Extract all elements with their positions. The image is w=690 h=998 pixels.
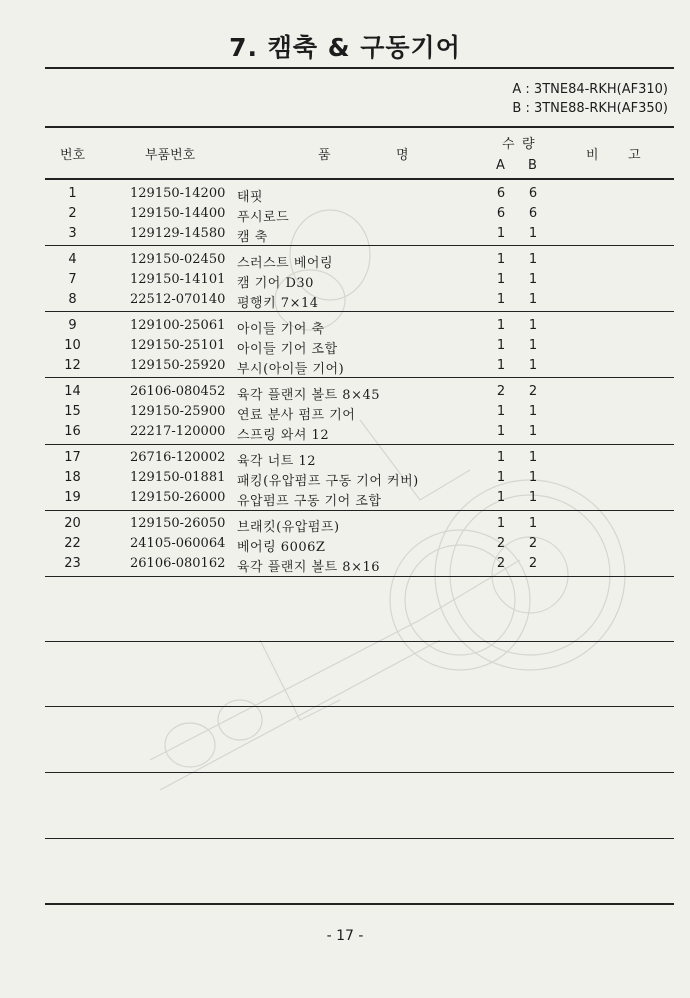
cell-name: 부시(아이들 기어) [237, 362, 345, 377]
cell-name: 육각 너트 12 [237, 454, 317, 469]
cell-qty-b: 1 [528, 252, 538, 267]
group-divider [45, 377, 674, 378]
cell-name: 스러스트 베어링 [237, 256, 334, 271]
header-remark-2: 고 [628, 148, 641, 163]
page-number: - 17 - [326, 928, 364, 944]
cell-qty-b: 2 [528, 556, 538, 571]
cell-name: 태핏 [237, 190, 264, 205]
cell-part-no: 26106-080452 [130, 384, 226, 399]
empty-row-divider [45, 838, 674, 839]
cell-no: 19 [64, 490, 81, 505]
cell-no: 15 [64, 404, 81, 419]
cell-qty-b: 1 [528, 516, 538, 531]
cell-part-no: 129150-02450 [130, 252, 226, 267]
cell-qty-b: 1 [528, 404, 538, 419]
cell-qty-a: 1 [496, 226, 506, 241]
cell-part-no: 129150-25920 [130, 358, 226, 373]
header-no: 번호 [59, 148, 86, 163]
table-row [0, 272, 690, 292]
cell-no: 18 [64, 470, 81, 485]
cell-qty-a: 1 [496, 358, 506, 373]
cell-qty-b: 1 [528, 450, 538, 465]
cell-no: 16 [64, 424, 81, 439]
cell-qty-a: 1 [496, 338, 506, 353]
empty-row-divider [45, 641, 674, 642]
cell-qty-a: 6 [496, 186, 506, 201]
cell-qty-a: 1 [496, 272, 506, 287]
cell-part-no: 129100-25061 [130, 318, 226, 333]
cell-qty-a: 1 [496, 424, 506, 439]
cell-qty-b: 1 [528, 226, 538, 241]
header-col-b: B [528, 158, 537, 173]
cell-name: 아이들 기어 축 [237, 322, 325, 337]
cell-no: 12 [64, 358, 81, 373]
cell-qty-a: 6 [496, 206, 506, 221]
cell-name: 푸시로드 [237, 210, 290, 225]
table-row [0, 318, 690, 338]
cell-name: 브래킷(유압펌프) [237, 520, 340, 535]
group-divider [45, 444, 674, 445]
cell-no: 2 [68, 206, 77, 221]
cell-no: 10 [64, 338, 81, 353]
cell-qty-a: 1 [496, 516, 506, 531]
header-bottom-rule [45, 178, 674, 180]
table-bottom-rule [45, 903, 674, 905]
table-row [0, 206, 690, 226]
cell-name: 아이들 기어 조합 [237, 342, 338, 357]
cell-no: 9 [68, 318, 77, 333]
cell-qty-b: 1 [528, 292, 538, 307]
cell-qty-a: 1 [496, 404, 506, 419]
cell-qty-a: 2 [496, 556, 506, 571]
header-part-no: 부품번호 [145, 148, 196, 163]
cell-name: 육각 플랜지 볼트 8×16 [237, 560, 381, 575]
cell-qty-b: 1 [528, 338, 538, 353]
table-row [0, 490, 690, 510]
model-a: A : 3TNE84-RKH(AF310) [512, 82, 668, 97]
cell-no: 17 [64, 450, 81, 465]
cell-part-no: 26106-080162 [130, 556, 226, 571]
table-row [0, 252, 690, 272]
cell-no: 14 [64, 384, 81, 399]
table-top-rule [45, 126, 674, 128]
group-divider [45, 576, 674, 577]
cell-name: 평행키 7×14 [237, 296, 319, 311]
cell-qty-a: 2 [496, 384, 506, 399]
cell-part-no: 129129-14580 [130, 226, 226, 241]
cell-name: 캠 기어 D30 [237, 276, 314, 291]
cell-no: 1 [68, 186, 77, 201]
table-row [0, 556, 690, 576]
cell-qty-b: 6 [528, 206, 538, 221]
cell-no: 23 [64, 556, 81, 571]
cell-qty-a: 1 [496, 450, 506, 465]
table-row [0, 470, 690, 490]
cell-name: 유압펌프 구동 기어 조합 [237, 494, 382, 509]
cell-qty-b: 1 [528, 424, 538, 439]
page-title: 7. 캠축 & 구동기어 [229, 33, 461, 62]
title-rule [45, 67, 674, 69]
cell-qty-a: 1 [496, 490, 506, 505]
cell-part-no: 129150-26000 [130, 490, 226, 505]
cell-no: 7 [68, 272, 77, 287]
cell-part-no: 129150-01881 [130, 470, 226, 485]
table-row [0, 424, 690, 444]
header-remark-1: 비 [586, 148, 599, 163]
group-divider [45, 245, 674, 246]
header-name-1: 품 [318, 148, 331, 163]
cell-qty-b: 1 [528, 318, 538, 333]
cell-qty-b: 1 [528, 358, 538, 373]
cell-no: 22 [64, 536, 81, 551]
cell-name: 베어링 6006Z [237, 540, 326, 555]
table-row [0, 404, 690, 424]
cell-qty-b: 2 [528, 384, 538, 399]
cell-no: 3 [68, 226, 77, 241]
table-row [0, 358, 690, 378]
cell-part-no: 129150-25900 [130, 404, 226, 419]
cell-no: 8 [68, 292, 77, 307]
cell-part-no: 26716-120002 [130, 450, 226, 465]
cell-part-no: 24105-060064 [130, 536, 226, 551]
cell-no: 4 [68, 252, 77, 267]
empty-row-divider [45, 772, 674, 773]
cell-part-no: 129150-14101 [130, 272, 226, 287]
cell-qty-b: 6 [528, 186, 538, 201]
cell-part-no: 129150-26050 [130, 516, 226, 531]
empty-row-divider [45, 706, 674, 707]
table-row [0, 338, 690, 358]
cell-part-no: 129150-14200 [130, 186, 226, 201]
cell-qty-b: 1 [528, 272, 538, 287]
cell-name: 캠 축 [237, 230, 268, 245]
cell-qty-a: 1 [496, 292, 506, 307]
header-name-2: 명 [396, 148, 409, 163]
model-legend [512, 80, 668, 118]
group-divider [45, 311, 674, 312]
table-row [0, 536, 690, 556]
header-qty-2: 량 [522, 137, 535, 152]
cell-part-no: 129150-25101 [130, 338, 226, 353]
table-row [0, 384, 690, 404]
cell-qty-a: 2 [496, 536, 506, 551]
cell-qty-a: 1 [496, 470, 506, 485]
cell-qty-b: 1 [528, 470, 538, 485]
cell-name: 연료 분사 펌프 기어 [237, 408, 356, 423]
cell-no: 20 [64, 516, 81, 531]
header-col-a: A [496, 158, 505, 173]
table-row [0, 450, 690, 470]
cell-qty-a: 1 [496, 252, 506, 267]
cell-part-no: 22512-070140 [130, 292, 226, 307]
cell-qty-a: 1 [496, 318, 506, 333]
cell-part-no: 22217-120000 [130, 424, 226, 439]
group-divider [45, 510, 674, 511]
header-qty-1: 수 [502, 137, 515, 152]
cell-qty-b: 1 [528, 490, 538, 505]
cell-qty-b: 2 [528, 536, 538, 551]
table-row [0, 226, 690, 246]
model-b: B : 3TNE88-RKH(AF350) [512, 101, 668, 116]
table-row [0, 516, 690, 536]
cell-part-no: 129150-14400 [130, 206, 226, 221]
cell-name: 패킹(유압펌프 구동 기어 커버) [237, 474, 419, 489]
table-row [0, 292, 690, 312]
table-row [0, 186, 690, 206]
cell-name: 육각 플랜지 볼트 8×45 [237, 388, 381, 403]
cell-name: 스프링 와셔 12 [237, 428, 330, 443]
